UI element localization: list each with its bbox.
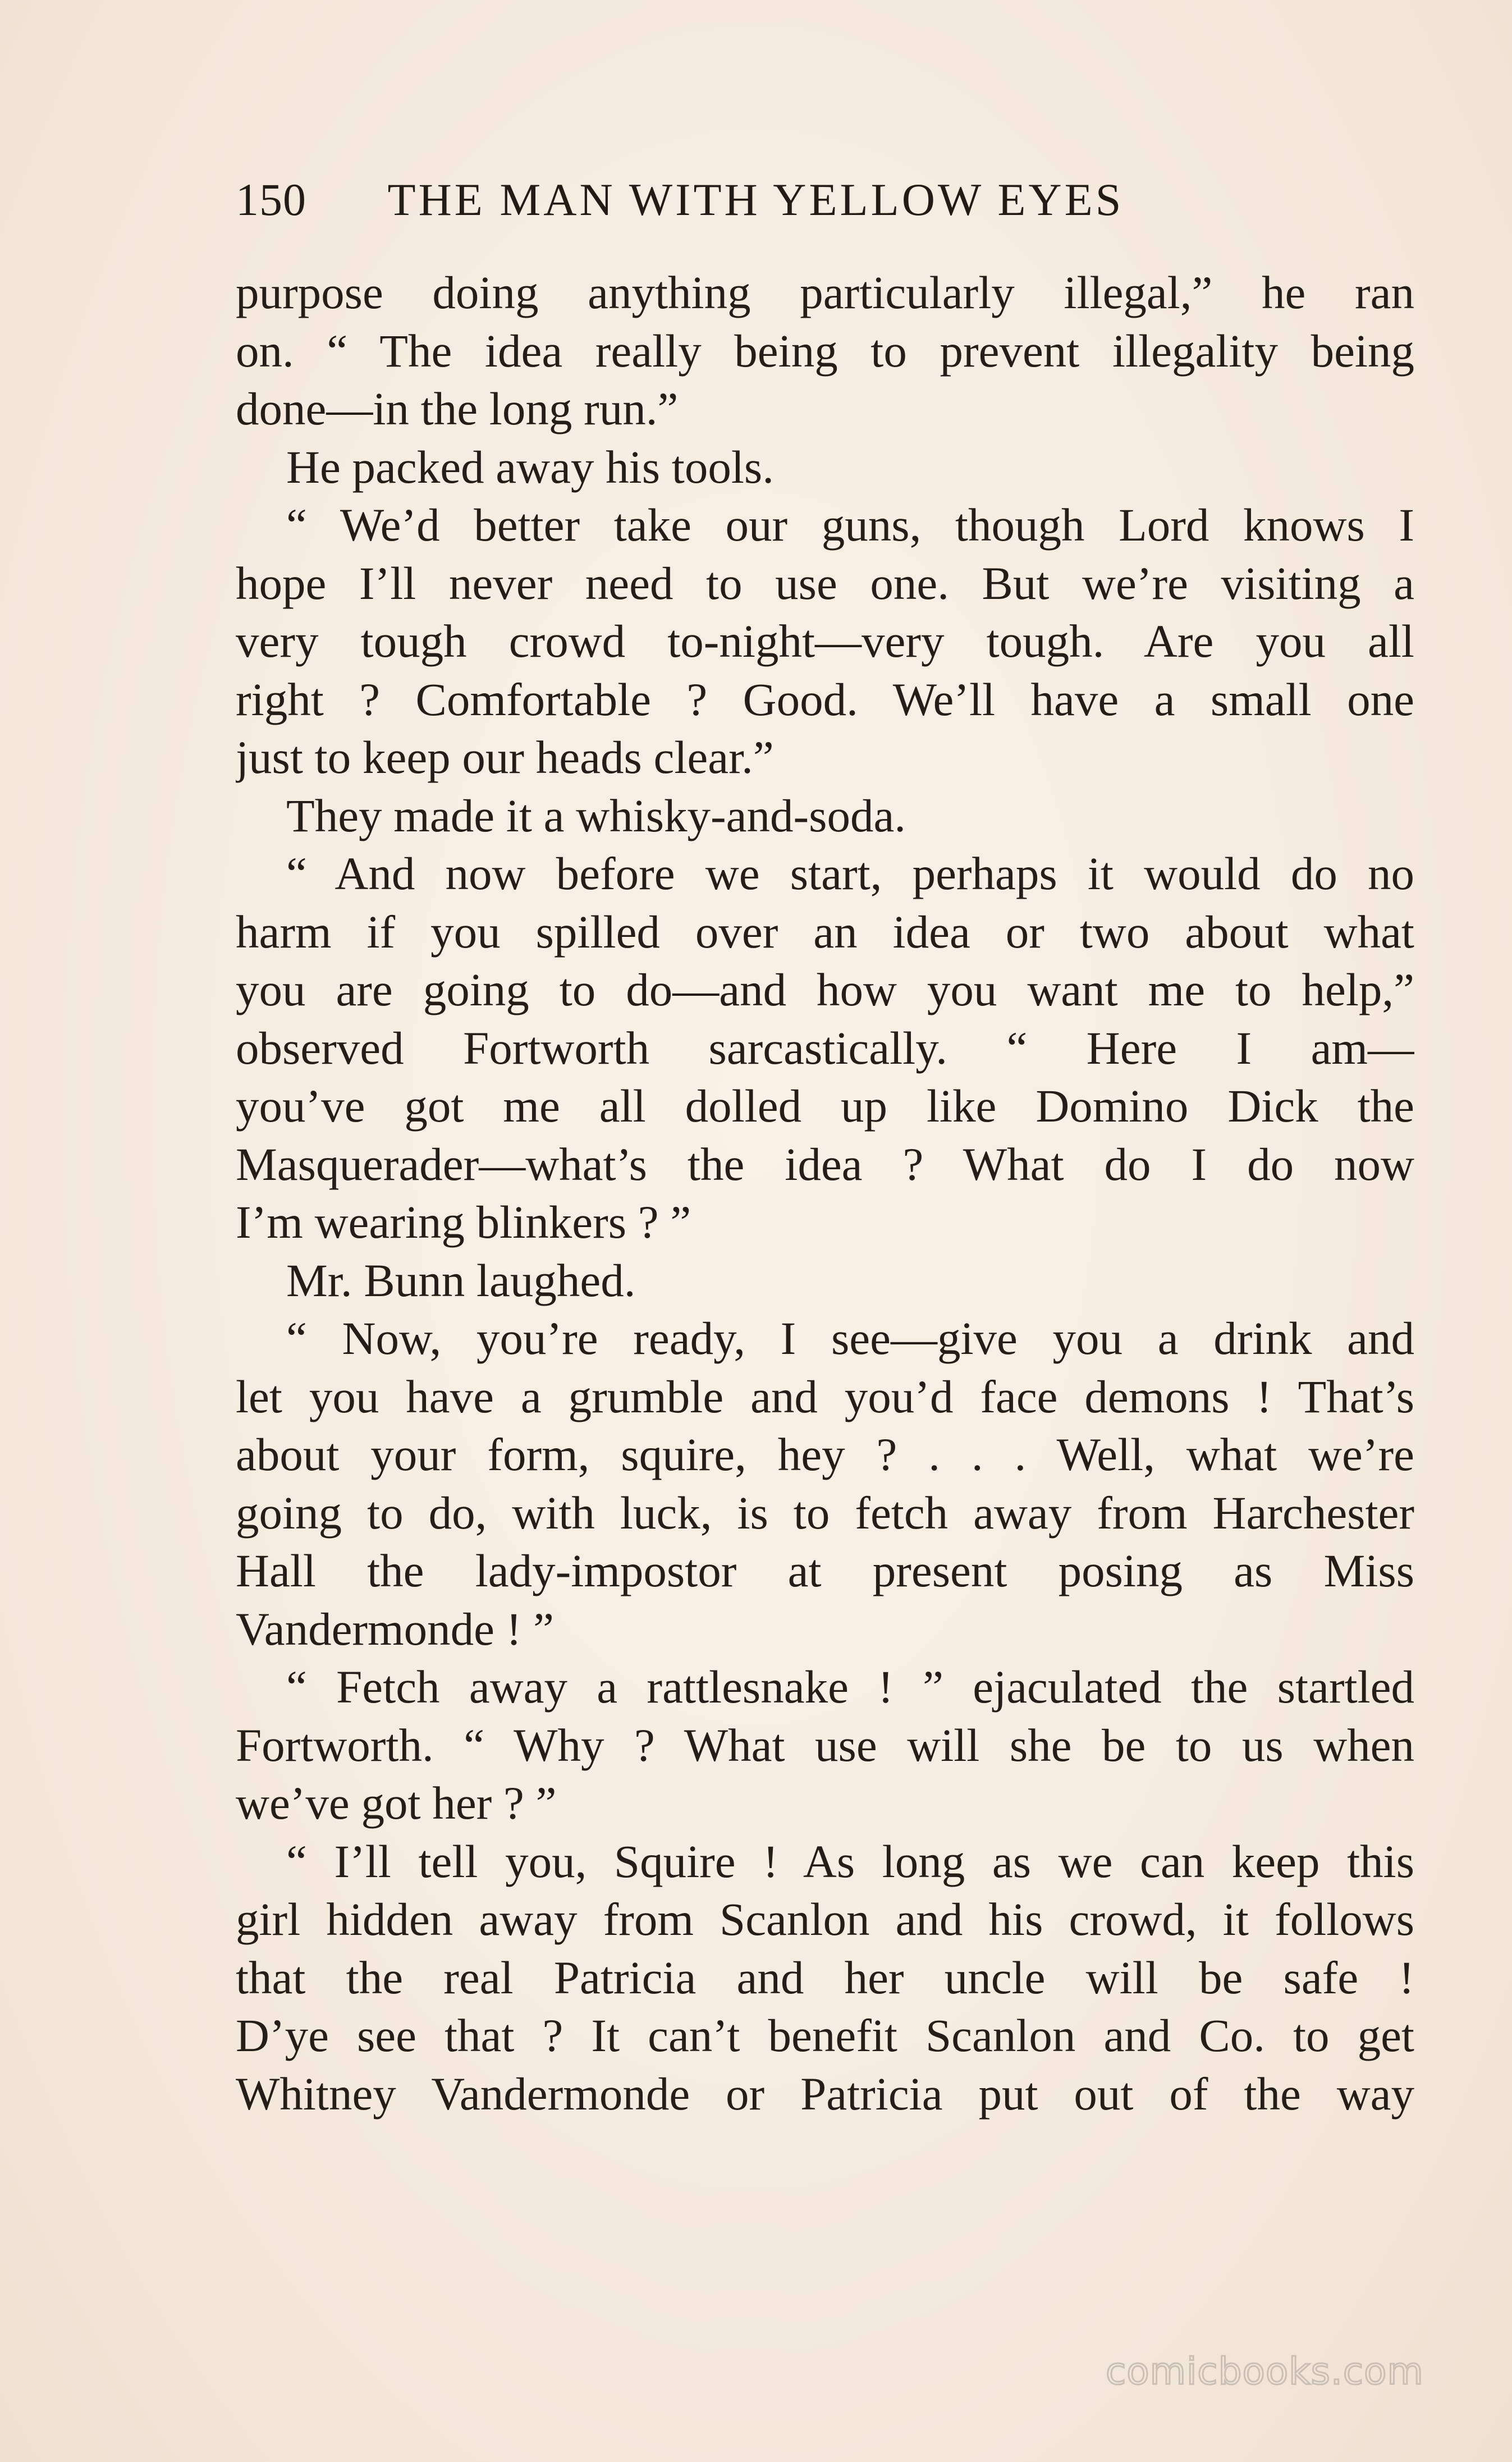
text-line: girl hidden away from Scanlon and his crowd, it follows [236, 1893, 1414, 1945]
text-line: They made it a whisky-and-soda. [286, 789, 906, 841]
text-line: about your form, squire, hey ? . . . Well, what we’re [236, 1429, 1414, 1480]
text-line: done—in the long run.” [236, 383, 679, 434]
text-line: going to do, with luck, is to fetch away from Harchester [236, 1486, 1414, 1539]
text-line: on. “ The idea really being to prevent illegality being [236, 324, 1414, 377]
body-text [236, 264, 1414, 2123]
text-line: “ And now before we start, perhaps it would do no [286, 848, 1414, 899]
text-line: you’ve got me all dolled up like Domino Dick the [236, 1080, 1414, 1132]
running-title: THE MAN WITH YELLOW EYES [387, 174, 1124, 225]
text-line: that the real Patricia and her uncle will be safe ! [236, 1951, 1414, 2003]
text-line: harm if you spilled over an idea or two about what [236, 905, 1414, 958]
text-line: very tough crowd to-night—very tough. Are you all [236, 615, 1414, 667]
text-line: D’ye see that ? It can’t benefit Scanlon and Co. to get [236, 2010, 1414, 2061]
text-line: “ Now, you’re ready, I see—give you a drink and [286, 1312, 1414, 1364]
text-line: purpose doing anything particularly illegal,” he ran [236, 267, 1414, 318]
text-line: let you have a grumble and you’d face demons ! That’s [236, 1370, 1414, 1422]
text-line: Whitney Vandermonde or Patricia put out of the way [236, 2067, 1414, 2120]
text-line: just to keep our heads clear.” [236, 731, 774, 783]
text-line: Hall the lady-impostor at present posing as Miss [236, 1545, 1414, 1596]
text-line: observed Fortworth sarcastically. “ Here I am— [236, 1022, 1414, 1074]
text-line: you are going to do—and how you want me to help,” [236, 964, 1414, 1015]
text-line: Fortworth. “ Why ? What use will she be to us when [236, 1719, 1414, 1771]
text-line: right ? Comfortable ? Good. We’ll have a small one [236, 673, 1414, 725]
text-line: Mr. Bunn laughed. [286, 1254, 636, 1306]
text-line: “ Fetch away a rattlesnake ! ” ejaculated the startled [286, 1661, 1414, 1713]
text-line: Masquerader—what’s the idea ? What do I do now [236, 1138, 1414, 1190]
page-number: 150 [236, 174, 306, 225]
page-header [236, 166, 1302, 234]
text-line: “ We’d better take our guns, though Lord knows I [286, 499, 1414, 551]
text-line: I’m wearing blinkers ? ” [236, 1196, 691, 1248]
text-line: we’ve got her ? ” [236, 1777, 557, 1829]
text-line: He packed away his tools. [286, 441, 774, 493]
text-line: hope I’ll never need to use one. But we’re visiting a [236, 557, 1414, 609]
watermark-logo: comicbooks.com [1106, 2350, 1424, 2393]
text-line: “ I’ll tell you, Squire ! As long as we can keep this [286, 1835, 1414, 1887]
text-line: Vandermonde ! ” [236, 1603, 554, 1655]
